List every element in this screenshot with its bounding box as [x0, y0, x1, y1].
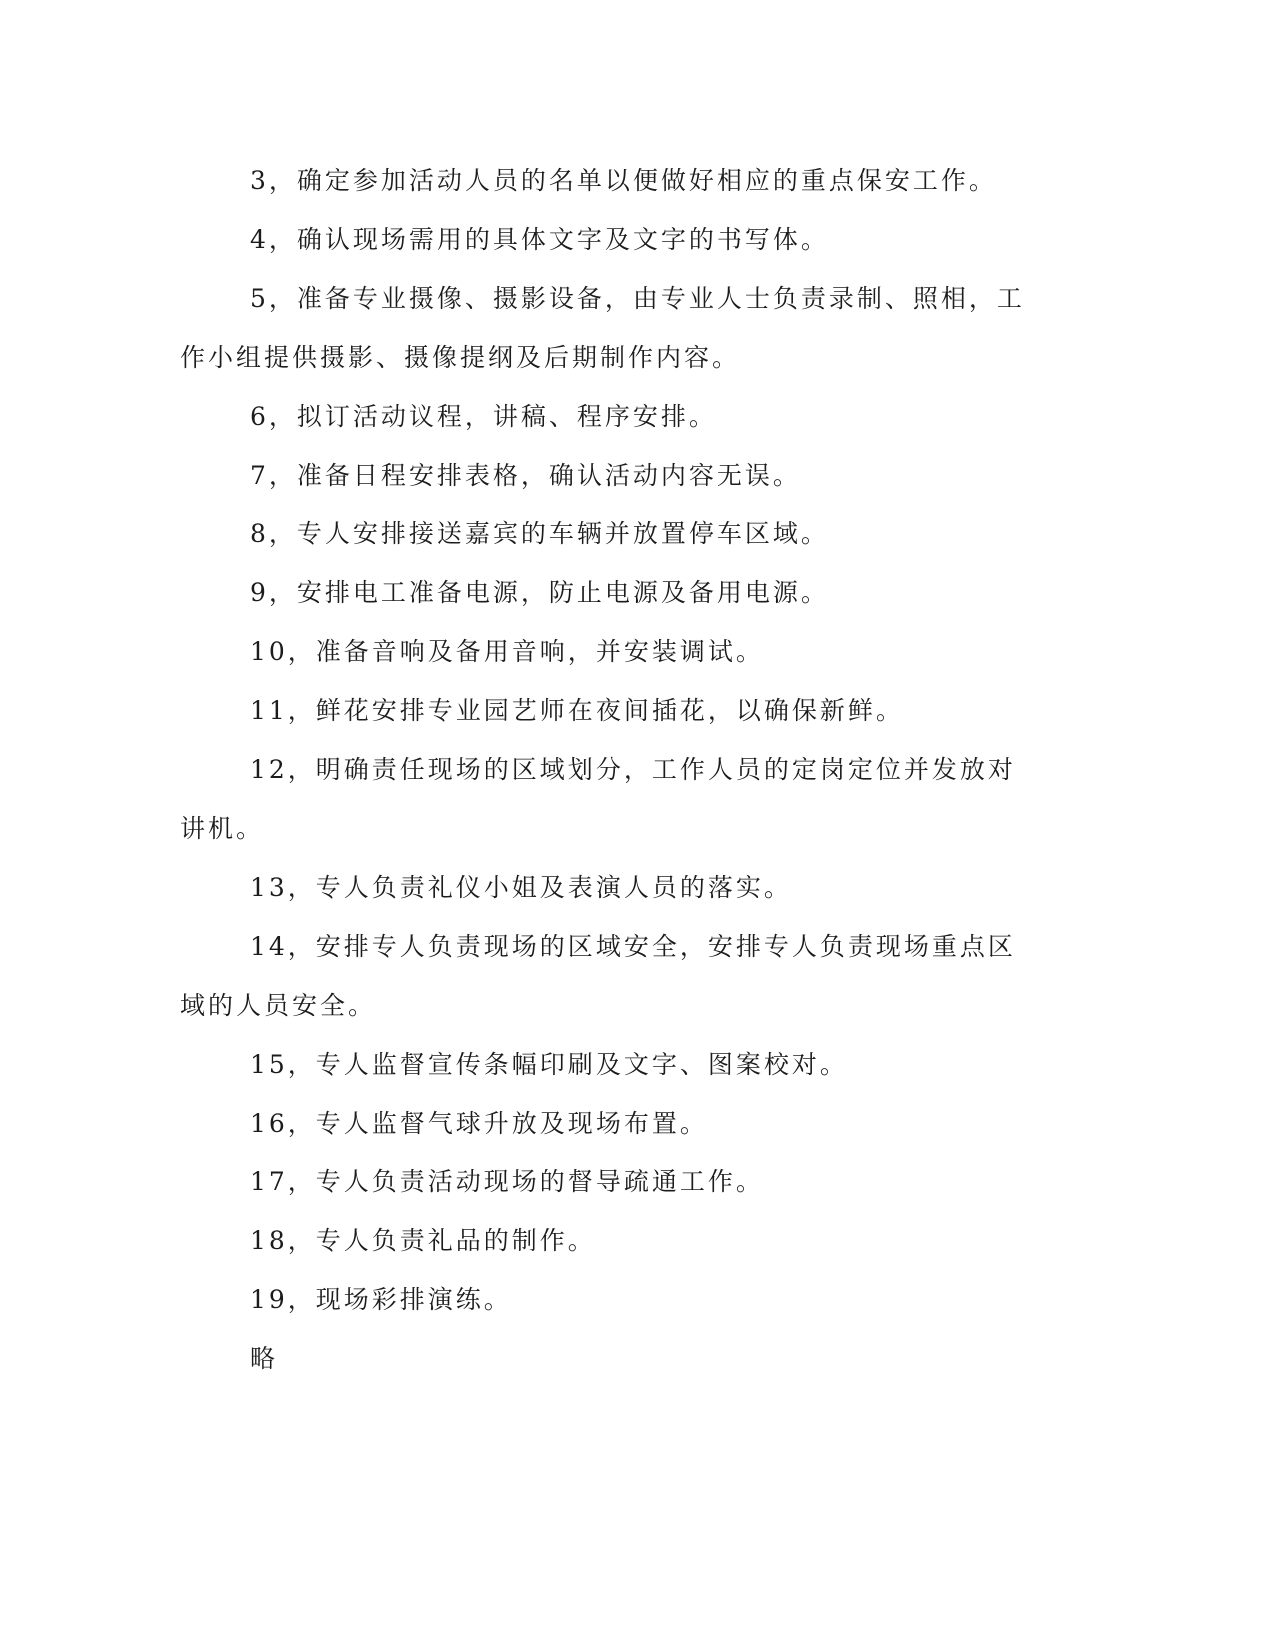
paragraph-item-11: 11，鲜花安排专业园艺师在夜间插花，以确保新鲜。 [250, 696, 904, 726]
paragraph-item-8: 8，专人安排接送嘉宾的车辆并放置停车区域。 [250, 519, 829, 549]
paragraph-item-7: 7，准备日程安排表格，确认活动内容无误。 [250, 460, 801, 490]
paragraph-item-17: 17，专人负责活动现场的督导疏通工作。 [250, 1167, 764, 1197]
paragraph-item-18: 18，专人负责礼品的制作。 [250, 1226, 596, 1256]
paragraph-item-10: 10，准备音响及备用音响，并安装调试。 [250, 637, 764, 667]
paragraph-item-16: 16，专人监督气球升放及现场布置。 [250, 1108, 708, 1138]
paragraph-item-14: 14，安排专人负责现场的区域安全，安排专人负责现场重点区域的人员安全。 [180, 931, 1016, 1020]
paragraph-item-5: 5，准备专业摄像、摄影设备，由专业人士负责录制、照相，工作小组提供摄影、摄像提纲及后期制作内容。 [180, 283, 1025, 372]
paragraph-omitted: 略 [250, 1344, 279, 1374]
document-body [180, 152, 1030, 1389]
paragraph-item-15: 15，专人监督宣传条幅印刷及文字、图案校对。 [250, 1049, 848, 1079]
paragraph-item-9: 9，安排电工准备电源，防止电源及备用电源。 [250, 578, 829, 608]
paragraph-item-19: 19，现场彩排演练。 [250, 1285, 512, 1315]
paragraph-item-4: 4，确认现场需用的具体文字及文字的书写体。 [250, 224, 829, 254]
paragraph-item-3: 3，确定参加活动人员的名单以便做好相应的重点保安工作。 [250, 166, 997, 195]
paragraph-item-13: 13，专人负责礼仪小姐及表演人员的落实。 [250, 872, 792, 902]
paragraph-item-12: 12，明确责任现场的区域划分，工作人员的定岗定位并发放对讲机。 [180, 755, 1016, 843]
paragraph-item-6: 6，拟订活动议程，讲稿、程序安排。 [250, 401, 717, 431]
